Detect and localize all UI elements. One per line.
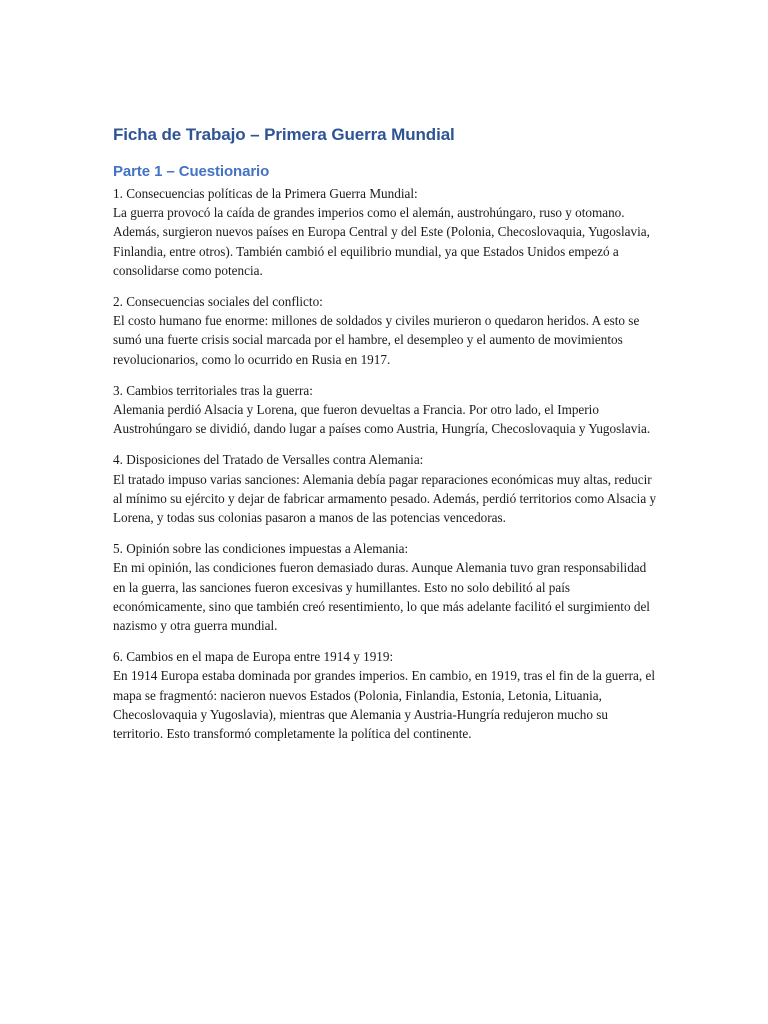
question-block-6 xyxy=(113,647,658,743)
question-block-1 xyxy=(113,184,658,280)
question-block-3 xyxy=(113,381,658,439)
question-block-2 xyxy=(113,292,658,369)
question-text: 5. Opinión sobre las condiciones impuestas a Alemania: xyxy=(113,541,409,557)
question-block-4 xyxy=(113,450,658,527)
answer-text: En 1914 Europa estaba dominada por grandes imperios. En cambio, en 1919, tras el fin de la guerra, el mapa se fragmentó: nacieron nuevos Estados (Polonia, Finlandia, Estonia, Letonia, Lituania, Checoslovaquia y Yugoslavia), mientras que Alemania y Austria-Hungría redujeron mucho su territorio. Esto transformó completamente la política del continente. xyxy=(113,668,655,742)
answer-text: El tratado impuso varias sanciones: Alemania debía pagar reparaciones económicas muy altas, reducir al mínimo su ejército y dejar de fabricar armamento pesado. Además, perdió territorios como Alsacia y Lorena, y todas sus colonias pasaron a manos de las potencias vencedoras. xyxy=(113,471,657,526)
question-text: 6. Cambios en el mapa de Europa entre 1914 y 1919: xyxy=(113,649,394,665)
answer-text: El costo humano fue enorme: millones de soldados y civiles murieron o quedaron heridos. A esto se sumó una fuerte crisis social marcada por el hambre, el desempleo y el aumento de movimientos revolucionarios, como lo ocurrido en Rusia en 1917. xyxy=(113,313,640,367)
answer-text: Alemania perdió Alsacia y Lorena, que fueron devueltas a Francia. Por otro lado, el Imperio Austrohúngaro se dividió, dando lugar a países como Austria, Hungría, Checoslovaquia y Yugoslavia. xyxy=(113,402,651,437)
part-heading: Parte 1 – Cuestionario xyxy=(113,163,270,180)
answer-text: En mi opinión, las condiciones fueron demasiado duras. Aunque Alemania tuvo gran responsabilidad en la guerra, las sanciones fueron excesivas y humillantes. Esto no solo debilitó al país económicamente, sino que también creó resentimiento, lo que más adelante facilitó el surgimiento del nazismo y otra guerra mundial. xyxy=(113,560,650,634)
document-title: Ficha de Trabajo – Primera Guerra Mundial xyxy=(113,125,455,144)
question-text: 3. Cambios territoriales tras la guerra: xyxy=(113,382,313,398)
answer-text: La guerra provocó la caída de grandes imperios como el alemán, austrohúngaro, ruso y otomano. Además, surgieron nuevos países en Europa Central y del Este (Polonia, Checoslovaquia, Yugoslavia, Finlandia, entre otros). También cambió el equilibrio mundial, ya que Estados Unidos empezó a consolidarse como potencia. xyxy=(113,205,650,278)
question-text: 2. Consecuencias sociales del conflicto: xyxy=(113,294,323,310)
question-text: 4. Disposiciones del Tratado de Versalles contra Alemania: xyxy=(113,452,424,468)
question-text: 1. Consecuencias políticas de la Primera Guerra Mundial: xyxy=(113,186,418,201)
question-block-5 xyxy=(113,539,658,635)
